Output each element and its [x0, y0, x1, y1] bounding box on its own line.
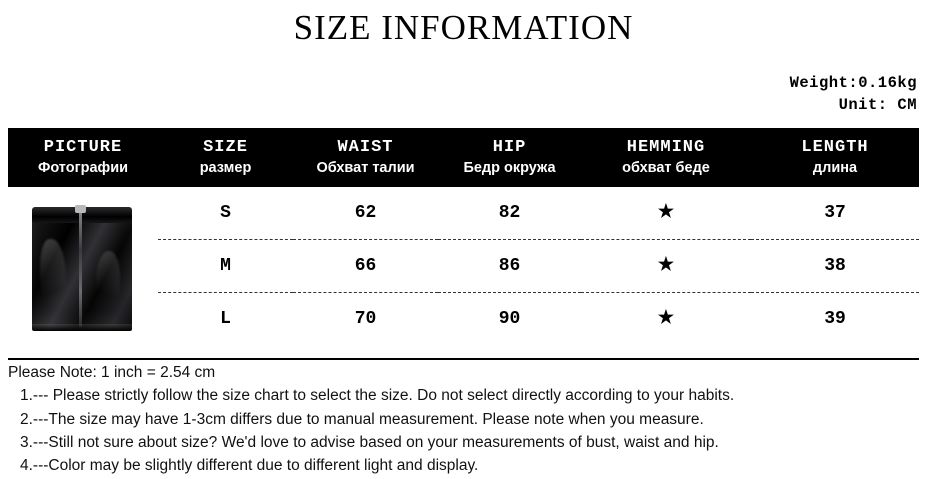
cell-hemming: ★: [581, 240, 751, 293]
header-ru-hemming: обхват беде: [622, 160, 710, 176]
table-row: [8, 187, 919, 240]
header-en-size: SIZE: [203, 138, 248, 157]
notes-section: [8, 358, 919, 479]
note-line-3: 3.---Still not sure about size? We'd love to advise based on your measurements of bust, waist and hip.: [20, 433, 719, 451]
header-en-picture: PICTURE: [43, 138, 123, 157]
product-image-cell: [8, 187, 158, 345]
cell-hip: 90: [498, 309, 521, 329]
cell-length: 38: [751, 240, 919, 293]
weight-text: Weight:0.16kg: [789, 74, 917, 92]
cell-length: 37: [751, 187, 919, 240]
cell-waist: 66: [293, 240, 438, 293]
page-title: SIZE INFORMATION: [293, 8, 634, 47]
table-body: [8, 187, 919, 345]
skirt-hem: [32, 324, 132, 331]
header-ru-waist: Обхват талии: [316, 160, 415, 176]
cell-hemming: ★: [657, 309, 675, 329]
skirt-highlight-right: [96, 251, 120, 311]
header-cell-hemming: [581, 128, 751, 187]
header-cell-waist: [293, 128, 438, 187]
unit-text: Unit: CM: [838, 96, 917, 115]
cell-size: M: [158, 240, 293, 293]
meta-info: [790, 72, 917, 117]
cell-waist: 70: [354, 309, 377, 329]
header-ru-size: размер: [199, 160, 252, 176]
size-table: [8, 128, 919, 345]
header-en-hip: HIP: [492, 138, 527, 157]
header-ru-length: длина: [812, 160, 858, 176]
table-header-row: [8, 128, 919, 187]
notes-divider: [8, 358, 919, 360]
zipper-pull-icon: [75, 205, 86, 213]
product-image: [8, 191, 158, 341]
note-line-2: 2.---The size may have 1-3cm differs due to manual measurement. Please note when you measure.: [20, 410, 704, 428]
cell-length: 39: [824, 309, 846, 329]
header-ru-hip: Бедр окружа: [463, 160, 556, 176]
note-line-1: 1.--- Please strictly follow the size chart to select the size. Do not select directly according to your habits.: [20, 387, 735, 405]
header-cell-size: [158, 128, 293, 187]
note-line-4: 4.---Color may be slightly different due to different light and display.: [20, 457, 479, 475]
zipper-icon: [79, 209, 82, 327]
header-cell-length: [751, 128, 919, 187]
header-en-hemming: HEMMING: [626, 138, 706, 157]
header-en-waist: WAIST: [337, 138, 394, 157]
notes-heading: Please Note: 1 inch = 2.54 cm: [8, 364, 216, 381]
header-cell-hip: [438, 128, 581, 187]
cell-hemming: ★: [581, 187, 751, 240]
header-en-length: LENGTH: [801, 138, 869, 157]
leather-skirt-illustration: [26, 199, 138, 331]
cell-hip: 82: [438, 187, 581, 240]
table-header: [8, 128, 919, 187]
cell-hip: 86: [438, 240, 581, 293]
header-ru-picture: Фотографии: [37, 160, 129, 176]
header-cell-picture: [8, 128, 158, 187]
cell-size: L: [220, 309, 231, 329]
size-table-wrapper: [8, 128, 919, 345]
cell-waist: 62: [293, 187, 438, 240]
cell-size: S: [158, 187, 293, 240]
